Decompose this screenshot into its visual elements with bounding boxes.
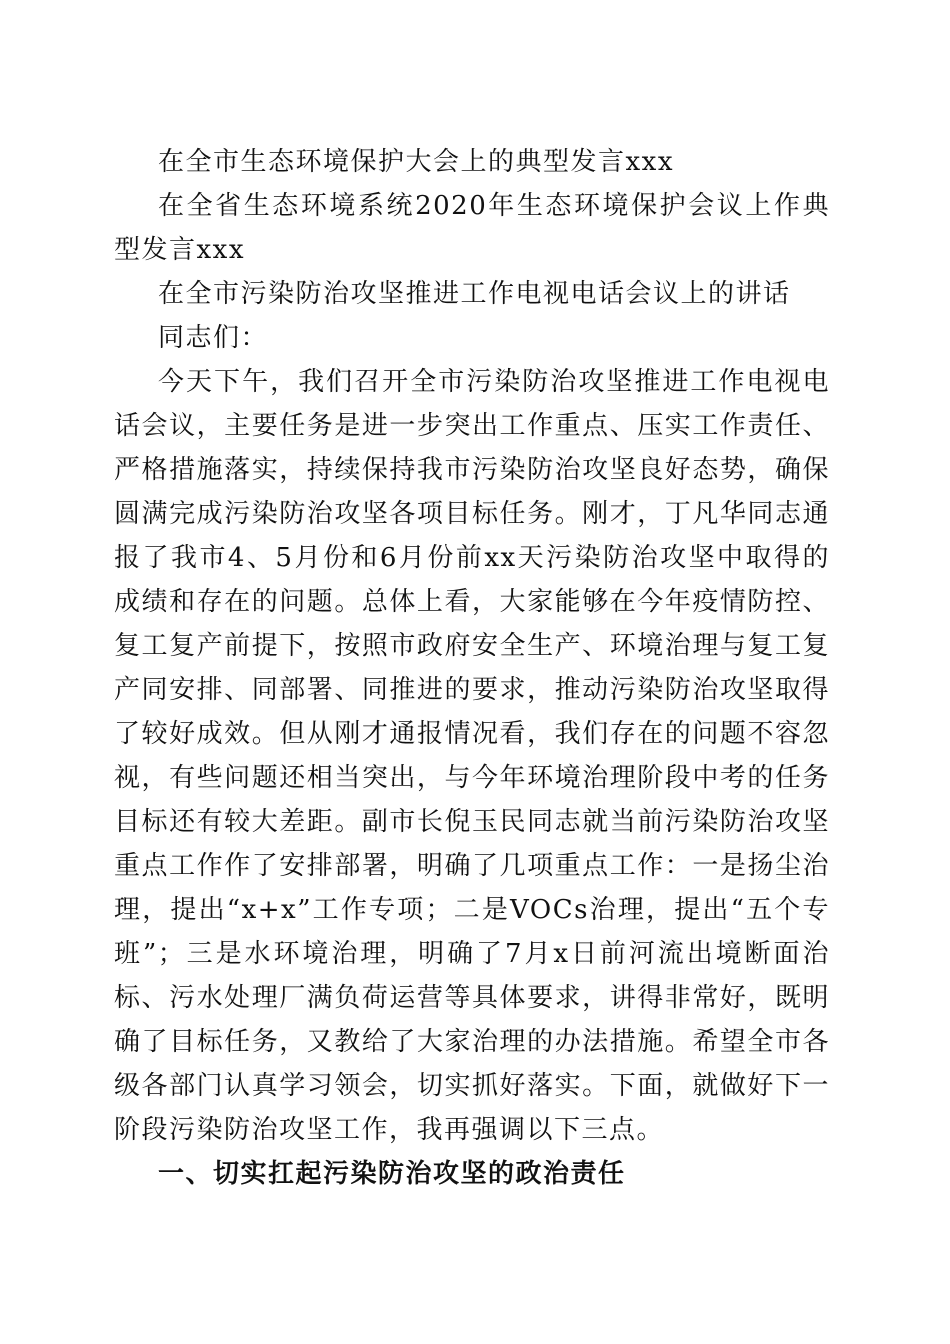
section-heading-1: 一、切实扛起污染防治攻坚的政治责任 bbox=[158, 1159, 626, 1189]
body-paragraph: 今天下午，我们召开全市污染防治攻坚推进工作电视电话会议，主要任务是进一步突出工作重点、压实工作责任、严格措施落实，持续保持我市污染防治攻坚良好态势，确保圆满完成污染防治攻坚各项目标任务。刚才，丁凡华同志通报了我市4、5月份和6月份前xx天污染防治攻坚中取得的成绩和存在的问题。总体上看，大家能够在今年疫情防控、复工复产前提下，按照市政府安全生产、环境治理与复工复产同安排、同部署、同推进的要求，推动污染防治攻坚取得了较好成效。但从刚才通报情况看，我们存在的问题不容忽视，有些问题还相当突出，与今年环境治理阶段中考的任务目标还有较大差距。副市长倪玉民同志就当前污染防治攻坚重点工作作了安排部署，明确了几项重点工作：一是扬尘治理，提出“x+x”工作专项；二是VOCs治理，提出“五个专班”；三是水环境治理，明确了7月x日前河流出境断面治标、污水处理厂满负荷运营等具体要求，讲得非常好，既明确了目标任务，又教给了大家治理的办法措施。希望全市各级各部门认真学习领会，切实抓好落实。下面，就做好下一阶段污染防治攻坚工作，我再强调以下三点。 bbox=[114, 367, 830, 1145]
document-body bbox=[114, 140, 830, 1196]
title-line-2: 在全省生态环境系统2020年生态环境保护会议上作典型发言xxx bbox=[114, 191, 830, 265]
speech-title: 在全市污染防治攻坚推进工作电视电话会议上的讲话 bbox=[158, 279, 791, 309]
salutation: 同志们： bbox=[158, 323, 269, 353]
title-line-1: 在全市生态环境保护大会上的典型发言xxx bbox=[158, 147, 674, 177]
